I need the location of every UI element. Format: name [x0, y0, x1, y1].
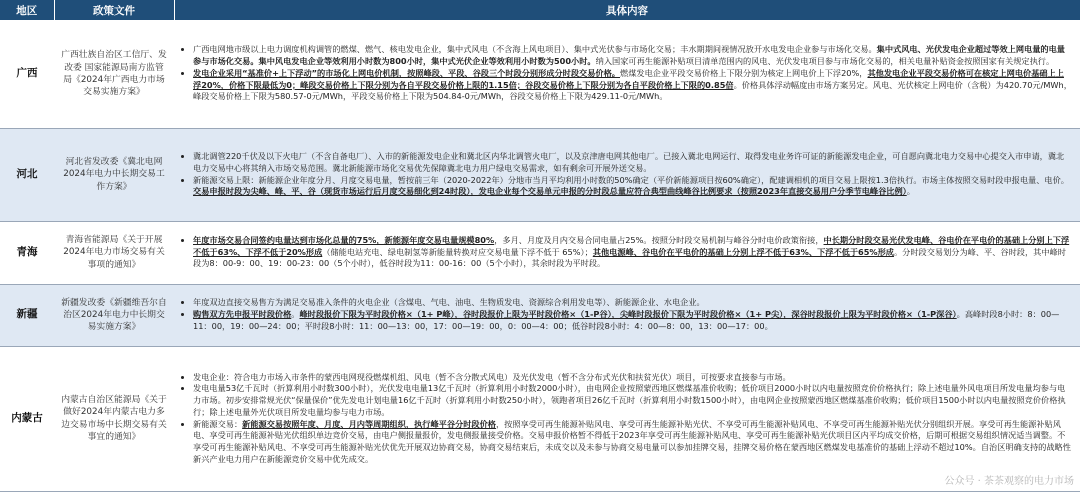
text-segment: 集中式风电、光伏发电企业超过等效上网电量的电量参与市场化交易。集中风电发电企业等效利用小时数为800小时，集中式光伏企业等效利用小时数为500小时。 [193, 44, 1065, 67]
text-segment: 年度市场交易合同签约电量达到市场化总量的75%，新能源年度交易电量规模80% [193, 234, 495, 245]
content-list [180, 372, 1072, 466]
text-segment: 广西电网地市级以上电力调度机构调管的燃煤、燃气、核电发电企业，集中式风电（不含海上风电项目）、集中式光伏参与市场化交易；丰水期期间视情况放开水电发电企业参与市场化交易。 [193, 44, 877, 55]
policy-file-cell: 河北省发改委《冀北电网2024年电力中长期交易工作方案》 [54, 128, 174, 221]
text-segment: 燃煤发电企业平段交易价格上下限分别为核定上网电价上下浮20%， [620, 67, 868, 78]
policy-file-cell: 新疆发改委《新疆维吾尔自治区2024年电力中长期交易实施方案》 [54, 284, 174, 346]
bullet-item [193, 372, 1072, 384]
policy-file-cell: 内蒙古自治区能源局《关于做好2024年内蒙古电力多边交易市场中长期交易有关事宜的通知》 [54, 346, 174, 491]
content-cell [174, 221, 1080, 284]
text-segment: 年度双边直接交易售方为满足交易准入条件的火电企业（含煤电、气电、油电、生物质发电、资源综合利用发电等）、新能源企业、水电企业。 [193, 297, 705, 308]
text-segment: 发电企业采用“基准价+上下浮动”的市场化上网电价机制，按照峰段、平段、谷段三个时段分别形成分时段交易价格。 [193, 67, 620, 78]
text-segment: 。分时段交易划分为峰、平、谷时段，其中峰时段为8：00-9：00、19：00-23：00（5个小时），低谷时段为11：00-16：00（5个小时），其余时段为平时段。 [193, 246, 1066, 269]
table-header-row [0, 0, 1080, 20]
table-row [0, 346, 1080, 491]
text-segment: 其他发电企业平段交易价格可在核定上网电价基础上上浮20%，价格下限最低为0；峰段交易价格上下限分别为各自平段交易价格上限的1.15倍；谷段交易价格上下限分别为各自平段价格上下限的0.85倍 [193, 67, 1064, 90]
bullet-item [193, 68, 1072, 103]
bullet-item [193, 419, 1072, 466]
text-segment: 新能源交易上限：新能源企业年度分月、月度交易电量，暂按前三年（2020-2022年）分地市当月平均利用小时数的50%确定（平价新能源项目按60%确定），配建调相机的项目交易上限按1.3倍执行。市场主体按照交易时段申报电量、电价。 [193, 174, 1069, 185]
table-row [0, 284, 1080, 346]
table-row [0, 221, 1080, 284]
text-segment: 。 [291, 309, 300, 320]
bullet-item [193, 151, 1072, 174]
text-segment: 其他电源峰、谷电价在平电价的基础上分别上浮不低于63%、下浮不低于65%形成 [592, 246, 894, 257]
text-segment: （储能电站充电、绿电制氢等新能量转换对应交易电量下浮不低于 65%）； [322, 246, 593, 257]
header-content: 具体内容 [174, 0, 1080, 20]
text-segment: ，按照享受可再生能源补贴风电、享受可再生能源补贴光伏、不享受可再生能源补贴风电、不享受可再生能源补贴光伏分别组织开展。享受可再生能源补贴风电、享受可再生能源补贴光伏组织单边竞价交易，由电户侧报量报价，发电侧报量接受价格。交易申报价格暂不得低于2023年享受可再生能源补贴风电、享受可再生能源补贴光伏项目区内平均成交价格，后期可根据交易组织情况适当调整。不享受可再生能源补贴风电、不享受可再生能源补贴光伏优先开展双边协商交易，协商交易结束后，未成交以及未参与协商交易电量可以参加挂牌交易，挂牌交易价格在蒙西地区燃煤发电基准价的基础上浮动不超过10%。自治区明确支持的战略性新兴产业电力用户在新能源竞价交易中优先成交。 [193, 418, 1071, 464]
region-cell: 新疆 [0, 284, 54, 346]
watermark: 公众号 · 茶茶观察的电力市场 [944, 476, 1074, 487]
content-cell [174, 20, 1080, 128]
content-cell [174, 128, 1080, 221]
text-segment: 冀北调管220千伏及以下火电厂（不含自备电厂）、入市的新能源发电企业和冀北区内华北调管火电厂，以及京津唐电网其他电厂。已接入冀北电网运行、取得发电业务许可证的新能源发电企业，可自愿向冀北电力交易中心提交入市申请，冀北电力交易中心将其纳入市场交易范围。冀北新能源市场化交易优先保障冀北电力用户绿电交易需求，如有剩余可开展外送交易。 [193, 151, 1065, 173]
text-segment: 发电电量53亿千瓦时（折算利用小时数300小时），光伏发电电量13亿千瓦时（折算利用小时数2000小时），由电网企业按照蒙西地区燃煤基准价收购；低价项目2000小时以内电量按照竞价价格执行；除上述电量外风电项目所发电量均参与电力市场。初步安排常规光伏“保量保价”优先发电计划电量16亿千瓦时（折算利用小时数250小时），领跑者项目26亿千瓦时（折算利用小时数1500小时），由电网企业按照蒙西地区燃煤基准价收购；低价项目1500小时以内电量按照竞价价格执行；除上述电量外光伏项目所发电量均参与电力市场。 [193, 383, 1066, 417]
content-cell [174, 284, 1080, 346]
text-segment: 。高峰时段8小时：8：00—11：00，19：00—24：00；平时段8小时：11：00—13：00，17：00—19：00，0：00—4：00；低谷时段8小时：4：00—8：00，13：00—17：00。 [193, 309, 1060, 331]
table-row [0, 20, 1080, 128]
text-segment: 。 [906, 186, 915, 197]
bullet-item [193, 309, 1072, 332]
text-segment: 购售双方先申报平时段价格 [193, 309, 292, 320]
content-list [180, 235, 1072, 270]
bullet-item [193, 383, 1072, 418]
bullet-item [193, 297, 1072, 309]
region-cell: 青海 [0, 221, 54, 284]
region-cell: 广西 [0, 20, 54, 128]
region-cell: 河北 [0, 128, 54, 221]
text-segment: ，多月、月度及月内交易合同电量占25%。按照分时段交易机制与峰谷分时电价政策衔接， [494, 234, 824, 245]
text-segment: 新能源交易： [193, 418, 243, 429]
content-list [180, 151, 1072, 198]
header-file: 政策文件 [54, 0, 174, 20]
table-row [0, 128, 1080, 221]
text-segment: 发电企业：符合电力市场入市条件的蒙西电网现役燃煤机组、风电（暂不含分散式风电）及光伏发电（暂不含分布式光伏和扶贫光伏）项目，可按要求直接参与市场。 [193, 371, 791, 382]
policy-file-cell: 青海省能源局《关于开展2024年电力市场交易有关事项的通知》 [54, 221, 174, 284]
bullet-item [193, 44, 1072, 67]
region-cell: 内蒙古 [0, 346, 54, 491]
text-segment: 峰时段报价下限为平时段价格×（1+ P峰），谷时段报价上限为平时段价格×（1-P谷），尖峰时段报价下限为平时段价格×（1+ P尖），深谷时段报价上限为平时段价格×（1-P深谷） [299, 309, 957, 320]
bullet-item [193, 235, 1072, 270]
text-segment: 交易申报时段为尖峰、峰、平、谷（现货市场运行后月度交易细化到24时段），发电企业每个交易单元申报的分时段总量应符合典型曲线峰谷比例要求（按照2023年直接交易用户分季节电峰谷比例） [193, 186, 907, 197]
content-cell [174, 346, 1080, 491]
bullet-item [193, 175, 1072, 198]
text-segment: 。价格具体浮动幅度由市场方案另定。风电、光伏核定上网电价（含税）为420.70元/MWh，峰段交易价格上下限为580.57-0元/MWh，平段交易价格上下限为504.84-0元/MWh，谷段交易价格上下限为429.11-0元/MWh。 [193, 79, 1072, 102]
text-segment: 纳入国家可再生能源补贴项目清单范围内的风电、光伏发电项目参与市场化交易的，相关电量补贴资金按照国家有关规定执行。 [595, 56, 1055, 67]
content-list [180, 297, 1072, 332]
policy-file-cell: 广西壮族自治区工信厅、发改委 国家能源局南方监管局《2024年广西电力市场交易实施方案》 [54, 20, 174, 128]
content-list [180, 44, 1072, 103]
text-segment: 新能源交易按照年度、月度、月内等周期组织，执行峰平谷分时段价格 [242, 418, 496, 429]
text-segment: 中长期分时段交易光伏发电峰、谷电价在平电价的基础上分别上下浮不低于63%、下浮不低于20%形成 [193, 234, 1070, 257]
header-region: 地区 [0, 0, 54, 20]
